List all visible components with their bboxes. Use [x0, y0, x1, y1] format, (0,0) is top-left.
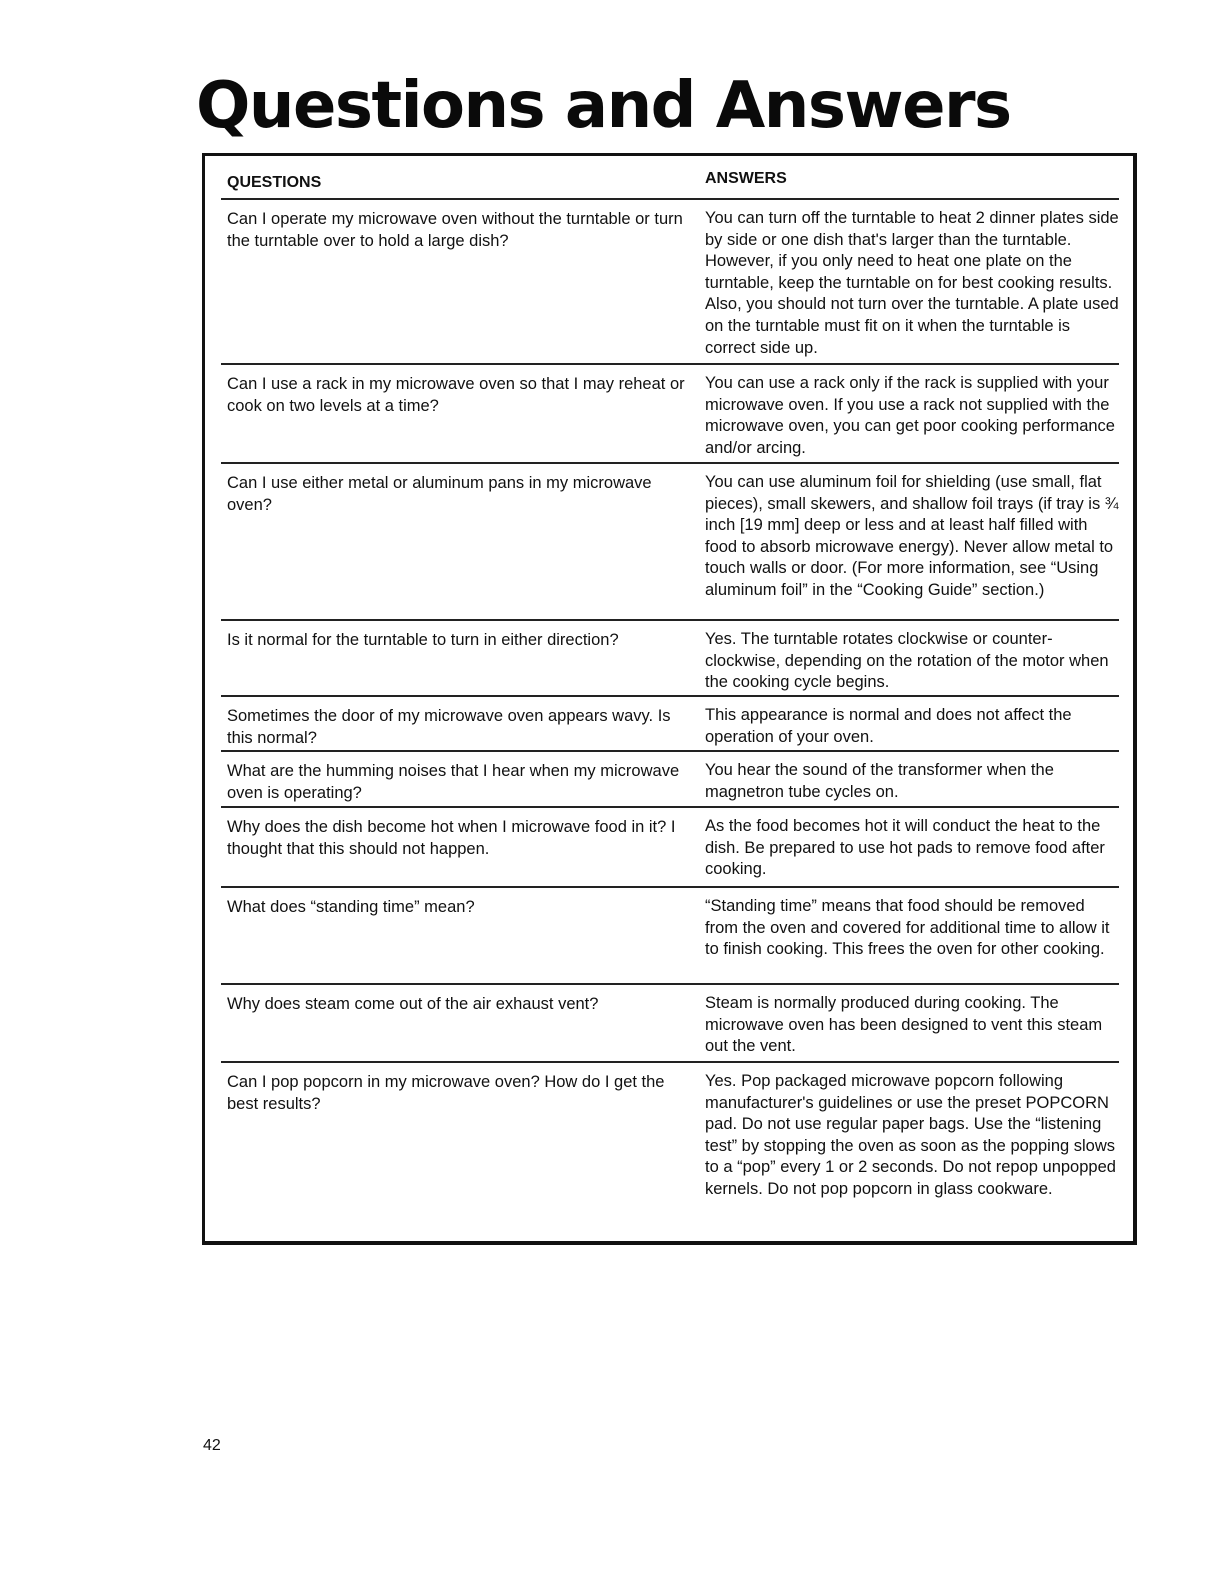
- answer-cell: You can turn off the turntable to heat 2 dinner plates side by side or one dish that's larger than the turntable. However, if you only need to heat one plate on the turntable, keep the turntable on for best cooking results. Also, you should not turn over the turntable. A plate used on the turntable must fit on it when the turntable is correct side up.: [705, 209, 1119, 357]
- questions-column-header: QUESTIONS: [227, 174, 322, 191]
- qa-table: [202, 153, 1137, 1245]
- table-row: [221, 808, 1119, 888]
- question-cell: Why does steam come out of the air exhaust vent?: [227, 995, 599, 1013]
- question-cell: Can I pop popcorn in my microwave oven? How do I get the best results?: [227, 1073, 665, 1113]
- table-row: [221, 752, 1119, 808]
- table-row: [221, 888, 1119, 985]
- question-cell: Why does the dish become hot when I microwave food in it? I thought that this should not happen.: [227, 818, 676, 858]
- page-title: Questions and Answers: [196, 69, 1011, 143]
- answer-cell: You can use aluminum foil for shielding (use small, flat pieces), small skewers, and shallow foil trays (if tray is ¾ inch [19 mm] deep or less and at least half filled with food to absorb microwave energy). Never allow metal to touch walls or door. (For more information, see “Using aluminum foil” in the “Cooking Guide” section.): [705, 473, 1119, 599]
- question-cell: Can I use either metal or aluminum pans in my microwave oven?: [227, 474, 652, 514]
- answer-cell: Yes. Pop packaged microwave popcorn following manufacturer's guidelines or use the preset POPCORN pad. Do not use regular paper bags. Use the “listening test” by stopping the oven as soon as the popping slows to a “pop” every 1 or 2 seconds. Do not repop unpopped kernels. Do not pop popcorn in glass cookware.: [705, 1072, 1116, 1198]
- table-row: [221, 621, 1119, 697]
- answer-cell: Yes. The turntable rotates clockwise or counter-clockwise, depending on the rotation of the motor when the cooking cycle begins.: [705, 630, 1109, 692]
- table-row: [221, 697, 1119, 752]
- page-number: 42: [203, 1437, 221, 1454]
- question-cell: Is it normal for the turntable to turn in either direction?: [227, 631, 619, 649]
- question-cell: Sometimes the door of my microwave oven appears wavy. Is this normal?: [227, 707, 671, 747]
- answer-cell: “Standing time” means that food should be removed from the oven and covered for additional time to allow it to finish cooking. This frees the oven for other cooking.: [705, 897, 1110, 959]
- answer-cell: As the food becomes hot it will conduct the heat to the dish. Be prepared to use hot pads to remove food after cooking.: [705, 817, 1105, 879]
- answers-column-header: ANSWERS: [705, 170, 787, 187]
- table-row: [221, 365, 1119, 464]
- answer-cell: This appearance is normal and does not affect the operation of your oven.: [705, 706, 1072, 746]
- question-cell: What are the humming noises that I hear when my microwave oven is operating?: [227, 762, 680, 802]
- question-cell: What does “standing time” mean?: [227, 898, 475, 916]
- answer-cell: You can use a rack only if the rack is supplied with your microwave oven. If you use a rack not supplied with the microwave oven, you can get poor cooking performance and/or arcing.: [705, 374, 1115, 457]
- table-row: [221, 1063, 1119, 1223]
- table-row: [221, 464, 1119, 621]
- question-cell: Can I operate my microwave oven without the turntable or turn the turntable over to hold a large dish?: [227, 210, 683, 250]
- table-row: [221, 985, 1119, 1063]
- answer-cell: You hear the sound of the transformer when the magnetron tube cycles on.: [705, 761, 1054, 801]
- answer-cell: Steam is normally produced during cooking. The microwave oven has been designed to vent this steam out the vent.: [705, 994, 1103, 1056]
- question-cell: Can I use a rack in my microwave oven so that I may reheat or cook on two levels at a time?: [227, 375, 685, 415]
- table-header-row: [221, 168, 1119, 200]
- table-row: [221, 200, 1119, 365]
